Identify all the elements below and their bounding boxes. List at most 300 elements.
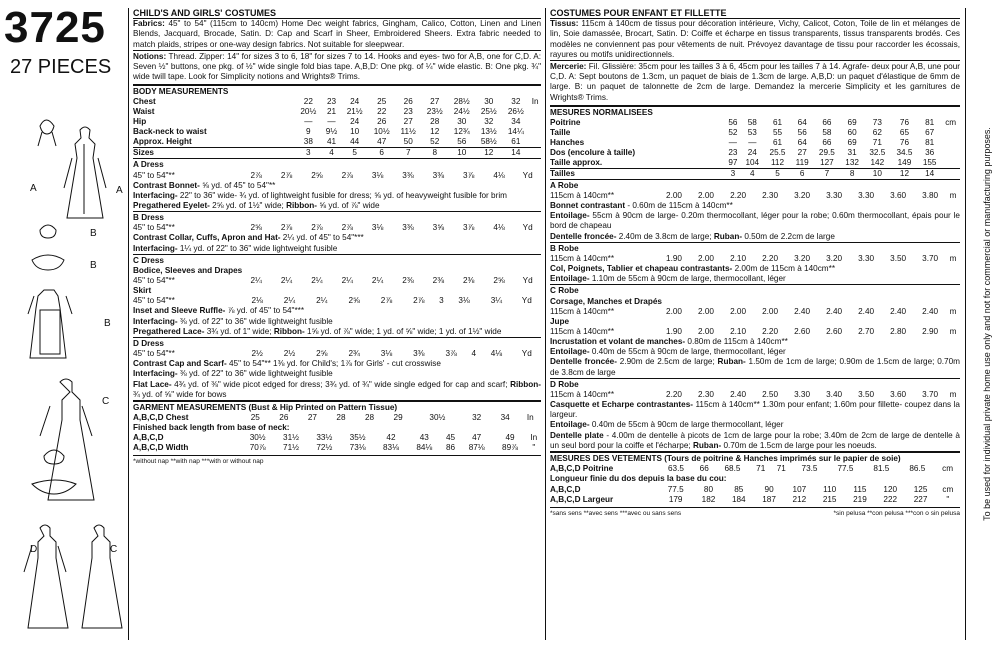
cell-value: 77.5	[837, 464, 854, 474]
note-text: 4¾ yd. of ⅜" wide picot edged for dress; 3¾ yd. of ¾" wide single edged for cap and scarf;	[171, 379, 511, 389]
row-label: A,B,C,D Largeur	[550, 494, 614, 504]
body-title: BODY MEASUREMENTS	[133, 87, 229, 97]
cell-value: 36	[925, 147, 935, 157]
cell-value: 2⅜	[463, 276, 475, 286]
footnote-text: *without nap **with nap ***with or without nap	[133, 458, 264, 466]
cell-value: 2⅜	[402, 276, 414, 286]
cell-value: —	[304, 117, 313, 127]
cell-value: 2.00	[698, 306, 714, 316]
fabrics-text: 45" to 54" (115cm to 140cm) Home Dec weight fabrics, Gingham, Calico, Cotton, Linen and Linen Blends, Jacquard, Brocade, Satin. D: Cap and Scarf in Sheer, Embroidered Sheers. Extra fabric needed to match plaids, stripes or one-way design fabrics. Not suitable for sleepwear.	[133, 19, 541, 49]
note-label: Entoilage-	[550, 347, 590, 357]
note	[133, 380, 541, 400]
note-text: 2.90m de 2.5cm de large;	[616, 357, 718, 367]
row-label: 115cm à 140cm**	[550, 306, 615, 316]
cell-value: 125	[913, 484, 928, 494]
table-row	[133, 97, 541, 107]
size-value: 6	[379, 148, 384, 158]
view-title: Bodice, Sleeves and Drapes	[133, 266, 243, 276]
cell-value: 71	[776, 464, 786, 474]
cell-value: 179	[668, 494, 683, 504]
note	[133, 191, 541, 201]
cell-value: 38	[303, 137, 313, 147]
column-english	[133, 8, 541, 468]
size-value: 5	[352, 148, 357, 158]
cell-value: —	[748, 137, 757, 147]
view-title: Skirt	[133, 286, 152, 296]
unit: m	[949, 254, 957, 264]
cell-value: 89⅞	[502, 443, 518, 453]
body-measurements	[550, 105, 960, 179]
cell-value: 61	[772, 117, 783, 127]
size-value: 4	[329, 148, 334, 158]
body-measurements	[133, 84, 541, 158]
cell-value: 30	[457, 117, 467, 127]
cell-value: 227	[913, 494, 928, 504]
cell-value: 2.90	[922, 327, 939, 337]
view-title: GARMENT MEASUREMENTS (Bust & Hip Printed on Pattern Tissue)	[133, 400, 541, 413]
cell-value: 66	[699, 464, 709, 474]
table-row	[550, 307, 960, 317]
note-label: Incrustation et volant de manches-	[550, 337, 686, 347]
cell-value: 11½	[400, 127, 416, 137]
note-label: Ribbon-	[286, 201, 318, 211]
cell-value: 2.00	[730, 306, 746, 316]
yardage-table	[550, 390, 960, 400]
cell-value: 3⅛	[371, 170, 384, 180]
figure-label-a-left: A	[30, 183, 37, 194]
notions-paragraph	[133, 50, 541, 83]
cell-value: 34	[500, 413, 510, 423]
view-title: Corsage, Manches et Drapés	[550, 296, 662, 306]
cell-value: 110	[823, 484, 837, 494]
note	[133, 369, 541, 379]
row-label: Approx. Height	[133, 137, 192, 147]
cell-value: 3.30	[858, 254, 875, 264]
note-label: Ruban-	[713, 231, 743, 241]
size-value: 3	[730, 168, 736, 178]
note	[133, 317, 541, 327]
cell-value: 61	[511, 137, 521, 147]
sizes-label: Sizes	[133, 148, 154, 158]
unit: In	[526, 413, 534, 423]
cell-value: 2⅜	[432, 276, 445, 286]
yardage-table	[133, 296, 541, 306]
cell-value: 3	[439, 296, 444, 306]
note-text: 2⅝ yd. of 1½" wide;	[209, 201, 287, 211]
table-row	[133, 413, 541, 423]
cell-value: 2.40	[794, 306, 811, 316]
body-measurements-table	[550, 108, 960, 179]
divider-middle	[545, 8, 546, 640]
unit: In	[531, 97, 539, 107]
size-value: 14	[511, 148, 521, 158]
footnote-text: *sans sens **avec sens ***avec ou sans sens	[550, 509, 682, 517]
cell-value: 34.5	[896, 147, 913, 157]
cell-value: 127	[820, 157, 834, 167]
cell-value: 184	[731, 494, 746, 504]
cell-value: 25½	[480, 107, 497, 117]
yardage-table	[550, 307, 960, 317]
cell-value: 76	[899, 117, 910, 127]
cell-value: 2.00	[698, 254, 714, 264]
body-title: MESURES NORMALISEES	[550, 107, 653, 117]
cell-value: 2⅛	[251, 296, 263, 306]
view-title: C Dress	[133, 254, 541, 266]
note-text: 115cm à 140cm** 1.30m pour enfant; 1.60m pour fillette- coupez dans la largeur.	[550, 400, 960, 420]
cell-value: 9	[306, 127, 311, 137]
cell-value: 26	[403, 97, 413, 107]
cell-value: 64	[797, 117, 807, 127]
note-label: Col, Poignets, Tablier et chapeau contrastants-	[550, 264, 733, 274]
note-label: Contrast Collar, Cuffs, Apron and Hat-	[133, 233, 281, 243]
note-text: 2.00m de 115cm à 140cm**	[732, 264, 835, 274]
note-label: Interfacing-	[133, 316, 178, 326]
cell-value: 25	[377, 97, 387, 107]
note	[550, 264, 960, 274]
figure-label-d: D	[30, 544, 38, 555]
cell-value: 142	[870, 157, 885, 167]
note-text: ¾ yd. of ⅝" wide for bows	[133, 389, 227, 399]
row-label: Chest	[133, 97, 156, 107]
table-row	[133, 87, 541, 97]
cell-value: 71½	[283, 443, 299, 453]
note	[133, 327, 541, 337]
table-row	[550, 158, 960, 169]
cell-value: 2.20	[762, 254, 779, 264]
yardage-table	[133, 276, 541, 286]
column-french	[550, 8, 960, 519]
cell-value: 47	[377, 137, 387, 147]
note-label: Ruban-	[692, 440, 722, 450]
note-label: Contrast Bonnet-	[133, 180, 200, 190]
cell-value: 86.5	[909, 464, 926, 474]
cell-value: 3.20	[794, 191, 811, 201]
sizes-row	[550, 168, 960, 179]
cell-value: 3⅞	[463, 223, 475, 233]
cell-value: 20½	[300, 107, 317, 117]
cell-value: 32	[484, 117, 494, 127]
figure-label-b-collar: B	[90, 260, 97, 271]
cell-value: 4⅛	[490, 349, 503, 359]
cell-value: 2.40	[730, 390, 746, 400]
cell-value: 3.50	[858, 390, 875, 400]
note	[550, 232, 960, 242]
unit: m	[949, 327, 957, 337]
notions-paragraph	[550, 60, 960, 103]
cell-value: 33½	[316, 433, 333, 443]
fabrics-text: 115cm à 140cm de tissus pour décoration intérieure, Vichy, Calicot, Coton, Toile de lin et mélanges de lin, Soie damassée, Brocart, Satin. D: Coiffe et écharpe en tissus transparents, tissus transparents brodés. Ces modèles ne conviennent pas pour vêtements de nuit. Prévoyez davantage de tissu pour raccorder les écossais, rayures ou motifs unidirectionnels.	[550, 19, 960, 59]
note-text: 1.50m de 1cm de large; 0.90m de 1.5cm de large; 0.70m de 3.8cm de large	[550, 357, 960, 377]
sizes-row	[133, 148, 541, 159]
table-row	[550, 128, 960, 138]
size-value: 3	[306, 148, 311, 158]
cell-value: 215	[822, 494, 837, 504]
unit: Yd	[522, 276, 533, 286]
cell-value: 23	[326, 97, 337, 107]
cell-value: 83⅛	[383, 443, 399, 453]
unit: m	[949, 390, 957, 400]
cell-value: 28	[430, 117, 440, 127]
cell-value: 31	[847, 147, 857, 157]
cell-value: 45	[445, 433, 456, 443]
unit	[941, 148, 960, 158]
cell-value: 2⅞	[280, 223, 293, 233]
cell-value: 47	[472, 433, 482, 443]
yardage-table	[133, 223, 541, 233]
pieces-count: 27 PIECES	[10, 56, 112, 78]
fabrics-paragraph	[133, 19, 541, 50]
note-text: 1.10m de 55cm à 90cm de large, thermocollant, léger	[589, 274, 786, 284]
cell-value: 73	[872, 117, 882, 127]
cell-value: 1.90	[666, 254, 682, 264]
cell-value: 26½	[507, 107, 524, 117]
cell-value: 2⅝	[250, 223, 262, 233]
unit	[529, 137, 541, 148]
cell-value: 73.5	[801, 464, 818, 474]
cell-value: 2.40	[826, 306, 843, 316]
cell-value: 2.30	[762, 191, 779, 201]
table-row	[550, 485, 960, 495]
row-label: 45" to 54"**	[133, 223, 175, 233]
fabrics-paragraph	[550, 19, 960, 60]
cell-value: 56	[457, 137, 467, 147]
cell-value: 212	[792, 494, 807, 504]
row-label: Back-neck to waist	[133, 127, 207, 137]
note-label: Dentelle froncée-	[550, 231, 617, 241]
note-text: 1⅝ yd. of ⅞" wide; 1 yd. of ⅝" wide; 1 yd. of 1½" wide	[304, 326, 502, 336]
divider-right	[965, 8, 966, 640]
notions-text: Thread. Zipper: 14" for sizes 3 to 6, 18" for sizes 7 to 14. Hooks and eyes- two for A,B, one for C,D. A: Seven ½" buttons, one pkg. of ½" wide single fold bias tape. A,B,D: One pkg. of ¼" wide elastic. B: One pkg. ¾" wide twill tape. Look for Simplicity notions and Wrights® Trims.	[133, 51, 541, 82]
cell-value: 22	[377, 107, 387, 117]
cell-value: 21	[326, 107, 337, 117]
garment-length-table	[550, 485, 960, 505]
cell-value: 26	[377, 117, 387, 127]
cell-value: 2¼	[283, 296, 296, 306]
row-label: Poitrine	[550, 117, 581, 127]
cell-value: 71	[756, 464, 766, 474]
cell-value: 2.20	[762, 327, 779, 337]
cell-value: 2.80	[890, 327, 907, 337]
cell-value: 2⅝	[316, 349, 328, 359]
cell-value: 23½	[426, 107, 443, 117]
note	[550, 347, 960, 357]
cell-value: 30½	[429, 413, 446, 423]
note	[133, 201, 541, 211]
size-value: 12	[899, 168, 910, 178]
cell-value: 2⅞	[280, 170, 293, 180]
unit: cm	[942, 484, 954, 494]
view-title: B Dress	[133, 211, 541, 223]
note-label: Ribbon-	[510, 379, 541, 389]
cell-value: 27	[307, 413, 317, 423]
cell-value: 58	[747, 117, 757, 127]
note-label: Bonnet contrastant	[550, 201, 626, 211]
size-value: 4	[750, 168, 755, 178]
cell-value: —	[728, 137, 737, 147]
note	[550, 431, 960, 451]
cell-value: 3.30	[794, 390, 811, 400]
cell-value: 81	[925, 137, 935, 147]
cell-value: 132	[845, 157, 859, 167]
cell-value: 2⅞	[413, 296, 425, 306]
cell-value: 69	[847, 137, 857, 147]
cell-value: 107	[792, 484, 807, 494]
notions-label: Notions:	[133, 51, 167, 61]
cell-value: 104	[745, 157, 760, 167]
sizes-label: Tailles	[550, 168, 575, 178]
cell-value: 4⅛	[493, 223, 505, 233]
table-row	[133, 171, 541, 181]
cell-value: 2.00	[698, 327, 714, 337]
cell-value: 3.60	[890, 390, 907, 400]
cell-value: 62	[872, 127, 882, 137]
cell-value: 86	[445, 443, 456, 453]
cell-value: 24½	[453, 107, 470, 117]
size-value: 10	[457, 148, 467, 158]
cell-value: 2⅝	[311, 170, 323, 180]
size-value: 7	[824, 168, 830, 178]
unit	[529, 117, 541, 127]
unit: cm	[942, 464, 954, 474]
side-disclaimer: To be used for individual private home use only and not for commercial or manufacturing purposes.	[982, 127, 992, 521]
cell-value: 2.00	[666, 306, 682, 316]
note-label: Entoilage-	[550, 420, 590, 430]
note	[133, 306, 541, 316]
yardage-table	[550, 254, 960, 264]
unit	[941, 138, 960, 148]
cell-value: 27	[403, 117, 413, 127]
cell-value: 90	[764, 484, 774, 494]
unit: Yd	[522, 223, 533, 233]
cell-value: 24	[747, 147, 757, 157]
cell-value: 182	[701, 494, 716, 504]
note-label: Entoilage-	[550, 274, 590, 284]
row-label: Hanches	[550, 137, 585, 147]
cell-value: 3⅜	[402, 170, 414, 180]
view-title: C Robe	[550, 284, 960, 296]
note-text: 45" to 54"** 1⅜ yd. for Child's; 1⅞ for Girls' - cut crosswise	[226, 359, 441, 369]
note-label: Ribbon-	[273, 326, 305, 336]
unit: In	[530, 433, 538, 443]
cell-value: 30½	[249, 433, 266, 443]
unit: Yd	[521, 349, 532, 359]
note-text: 1¼ yd. of 22" to 36" wide lightweight fusible	[177, 243, 338, 253]
cell-value: 27	[797, 147, 807, 157]
view-title: MESURES DES VETEMENTS (Tours de poitrine & Hanches imprimés sur le papier de soie)	[550, 451, 960, 464]
note-text: - 0.60m de 115cm à 140cm**	[625, 201, 733, 211]
note-label: Interfacing-	[133, 190, 178, 200]
cell-value: 34	[511, 117, 521, 127]
cell-value: 31½	[283, 433, 299, 443]
table-row	[550, 118, 960, 128]
cell-value: 2.00	[666, 191, 682, 201]
cell-value: 55	[772, 127, 783, 137]
size-value: 7	[405, 148, 411, 158]
cell-value: 3.60	[890, 191, 907, 201]
row-label: 45" to 54"**	[133, 276, 175, 286]
view-illustrations	[10, 110, 126, 630]
note	[550, 274, 960, 284]
cell-value: 24	[350, 97, 360, 107]
cell-value: 61	[772, 137, 783, 147]
table-row	[550, 148, 960, 158]
cell-value: 41	[326, 137, 337, 147]
note-text: 22" to 36" wide- ¾ yd. of lightweight fusible for dress; ⅝ yd. of heavyweight fusible for brim	[177, 190, 507, 200]
section-title: COSTUMES POUR ENFANT ET FILLETTE	[550, 8, 960, 19]
cell-value: 12¾	[453, 127, 470, 137]
cell-value: 64	[797, 137, 807, 147]
cell-value: 60	[847, 127, 857, 137]
cell-value: 65	[899, 127, 910, 137]
cell-value: 3⅜	[413, 349, 425, 359]
cell-value: 3⅛	[371, 223, 384, 233]
cell-value: 2.20	[666, 390, 682, 400]
cell-value: 3.20	[794, 254, 811, 264]
cell-value: 2¼	[341, 276, 353, 286]
cell-value: 187	[762, 494, 776, 504]
cell-value: 67	[925, 127, 935, 137]
cell-value: 4⅛	[493, 170, 505, 180]
note-text: 0.70m de 1.5cm de large pour les noeuds.	[721, 440, 877, 450]
table-row	[550, 191, 960, 201]
cell-value: 21½	[346, 107, 363, 117]
cell-value: 76	[899, 137, 910, 147]
cell-value: 112	[770, 157, 785, 167]
cell-value: 77.5	[667, 484, 684, 494]
cell-value: 219	[853, 494, 867, 504]
fabrics-label: Fabrics:	[133, 19, 165, 29]
cell-value: 52	[728, 127, 738, 137]
row-label: Hip	[133, 117, 147, 127]
note	[133, 181, 541, 191]
garment-table	[550, 464, 960, 474]
cell-value: 56	[728, 117, 738, 127]
view-title: A Dress	[133, 158, 541, 170]
note-label: Entoilage-	[550, 211, 590, 221]
cell-value: 115	[853, 484, 867, 494]
cell-value: 2½	[251, 349, 263, 359]
yardage-table	[550, 191, 960, 201]
note	[550, 420, 960, 430]
note-label: Interfacing-	[133, 243, 178, 253]
note-label: Pregathered Eyelet-	[133, 201, 210, 211]
cell-value: 9½	[325, 127, 338, 137]
cell-value: 3.70	[922, 254, 939, 264]
cell-value: 149	[897, 157, 912, 167]
cell-value: 119	[795, 157, 809, 167]
note	[550, 337, 960, 347]
cell-value: 3.30	[826, 191, 843, 201]
cell-value: 14¼	[507, 127, 524, 137]
cell-value: 49	[505, 433, 515, 443]
row-label: Taille approx.	[550, 157, 603, 167]
table-row	[133, 296, 541, 306]
section-title: CHILD'S AND GIRLS' COSTUMES	[133, 8, 541, 19]
cell-value: 66	[822, 137, 832, 147]
note-label: Dentelle froncée-	[550, 357, 617, 367]
note-label: Pregathered Lace-	[133, 326, 205, 336]
note-text: 0.50m de 2.2cm de large	[742, 231, 835, 241]
cell-value: 97	[728, 157, 738, 167]
cell-value: 29.5	[818, 147, 835, 157]
view-title: Jupe	[550, 316, 570, 326]
cell-value: 2¼	[316, 296, 328, 306]
note-text: ⅝ yd. of 45" to 54"**	[199, 180, 276, 190]
figure-label-a-right: A	[116, 185, 123, 196]
table-row	[133, 443, 541, 453]
cell-value: 68.5	[724, 464, 741, 474]
size-value: 5	[775, 168, 780, 178]
